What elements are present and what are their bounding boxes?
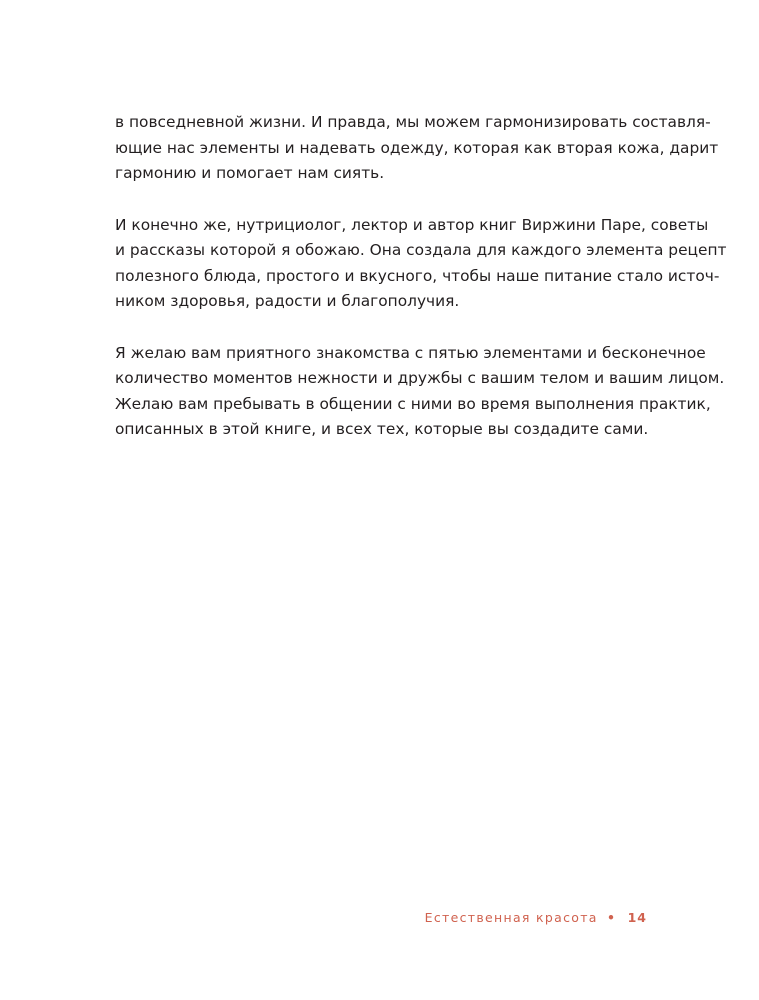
running-title: Естественная красота [424, 910, 598, 925]
text-line: полезного блюда, простого и вкусного, чтобы наше питание стало источ- [115, 266, 720, 285]
text-line: ником здоровья, радости и благополучия. [115, 292, 460, 310]
text-line: в повседневной жизни. И правда, мы можем гармонизировать составля- [115, 113, 711, 131]
paragraph-2 [115, 213, 727, 315]
text-line: и рассказы которой я обожаю. Она создала для каждого элемента рецепт [115, 241, 727, 259]
text-line: И конечно же, нутрициолог, лектор и автор книг Виржини Паре, советы [115, 215, 709, 234]
text-line: количество моментов нежности и дружбы с вашим телом и вашим лицом. [115, 369, 725, 387]
text-line: Желаю вам пребывать в общении с ними во время выполнения практик, [115, 394, 711, 413]
page-number: 14 [627, 910, 647, 925]
body-text [115, 110, 727, 469]
paragraph-1 [115, 110, 719, 187]
text-line: гармонию и помогает нам сиять. [115, 164, 385, 182]
text-line: Я желаю вам приятного знакомства с пятью элементами и бесконечное [115, 343, 706, 362]
paragraph-3 [115, 341, 725, 443]
page-footer [425, 910, 647, 925]
text-line: описанных в этой книге, и всех тех, которые вы создадите сами. [115, 420, 649, 438]
text-line: ющие нас элементы и надевать одежду, которая как вторая кожа, дарит [115, 138, 719, 157]
bullet-separator: • [607, 910, 617, 925]
